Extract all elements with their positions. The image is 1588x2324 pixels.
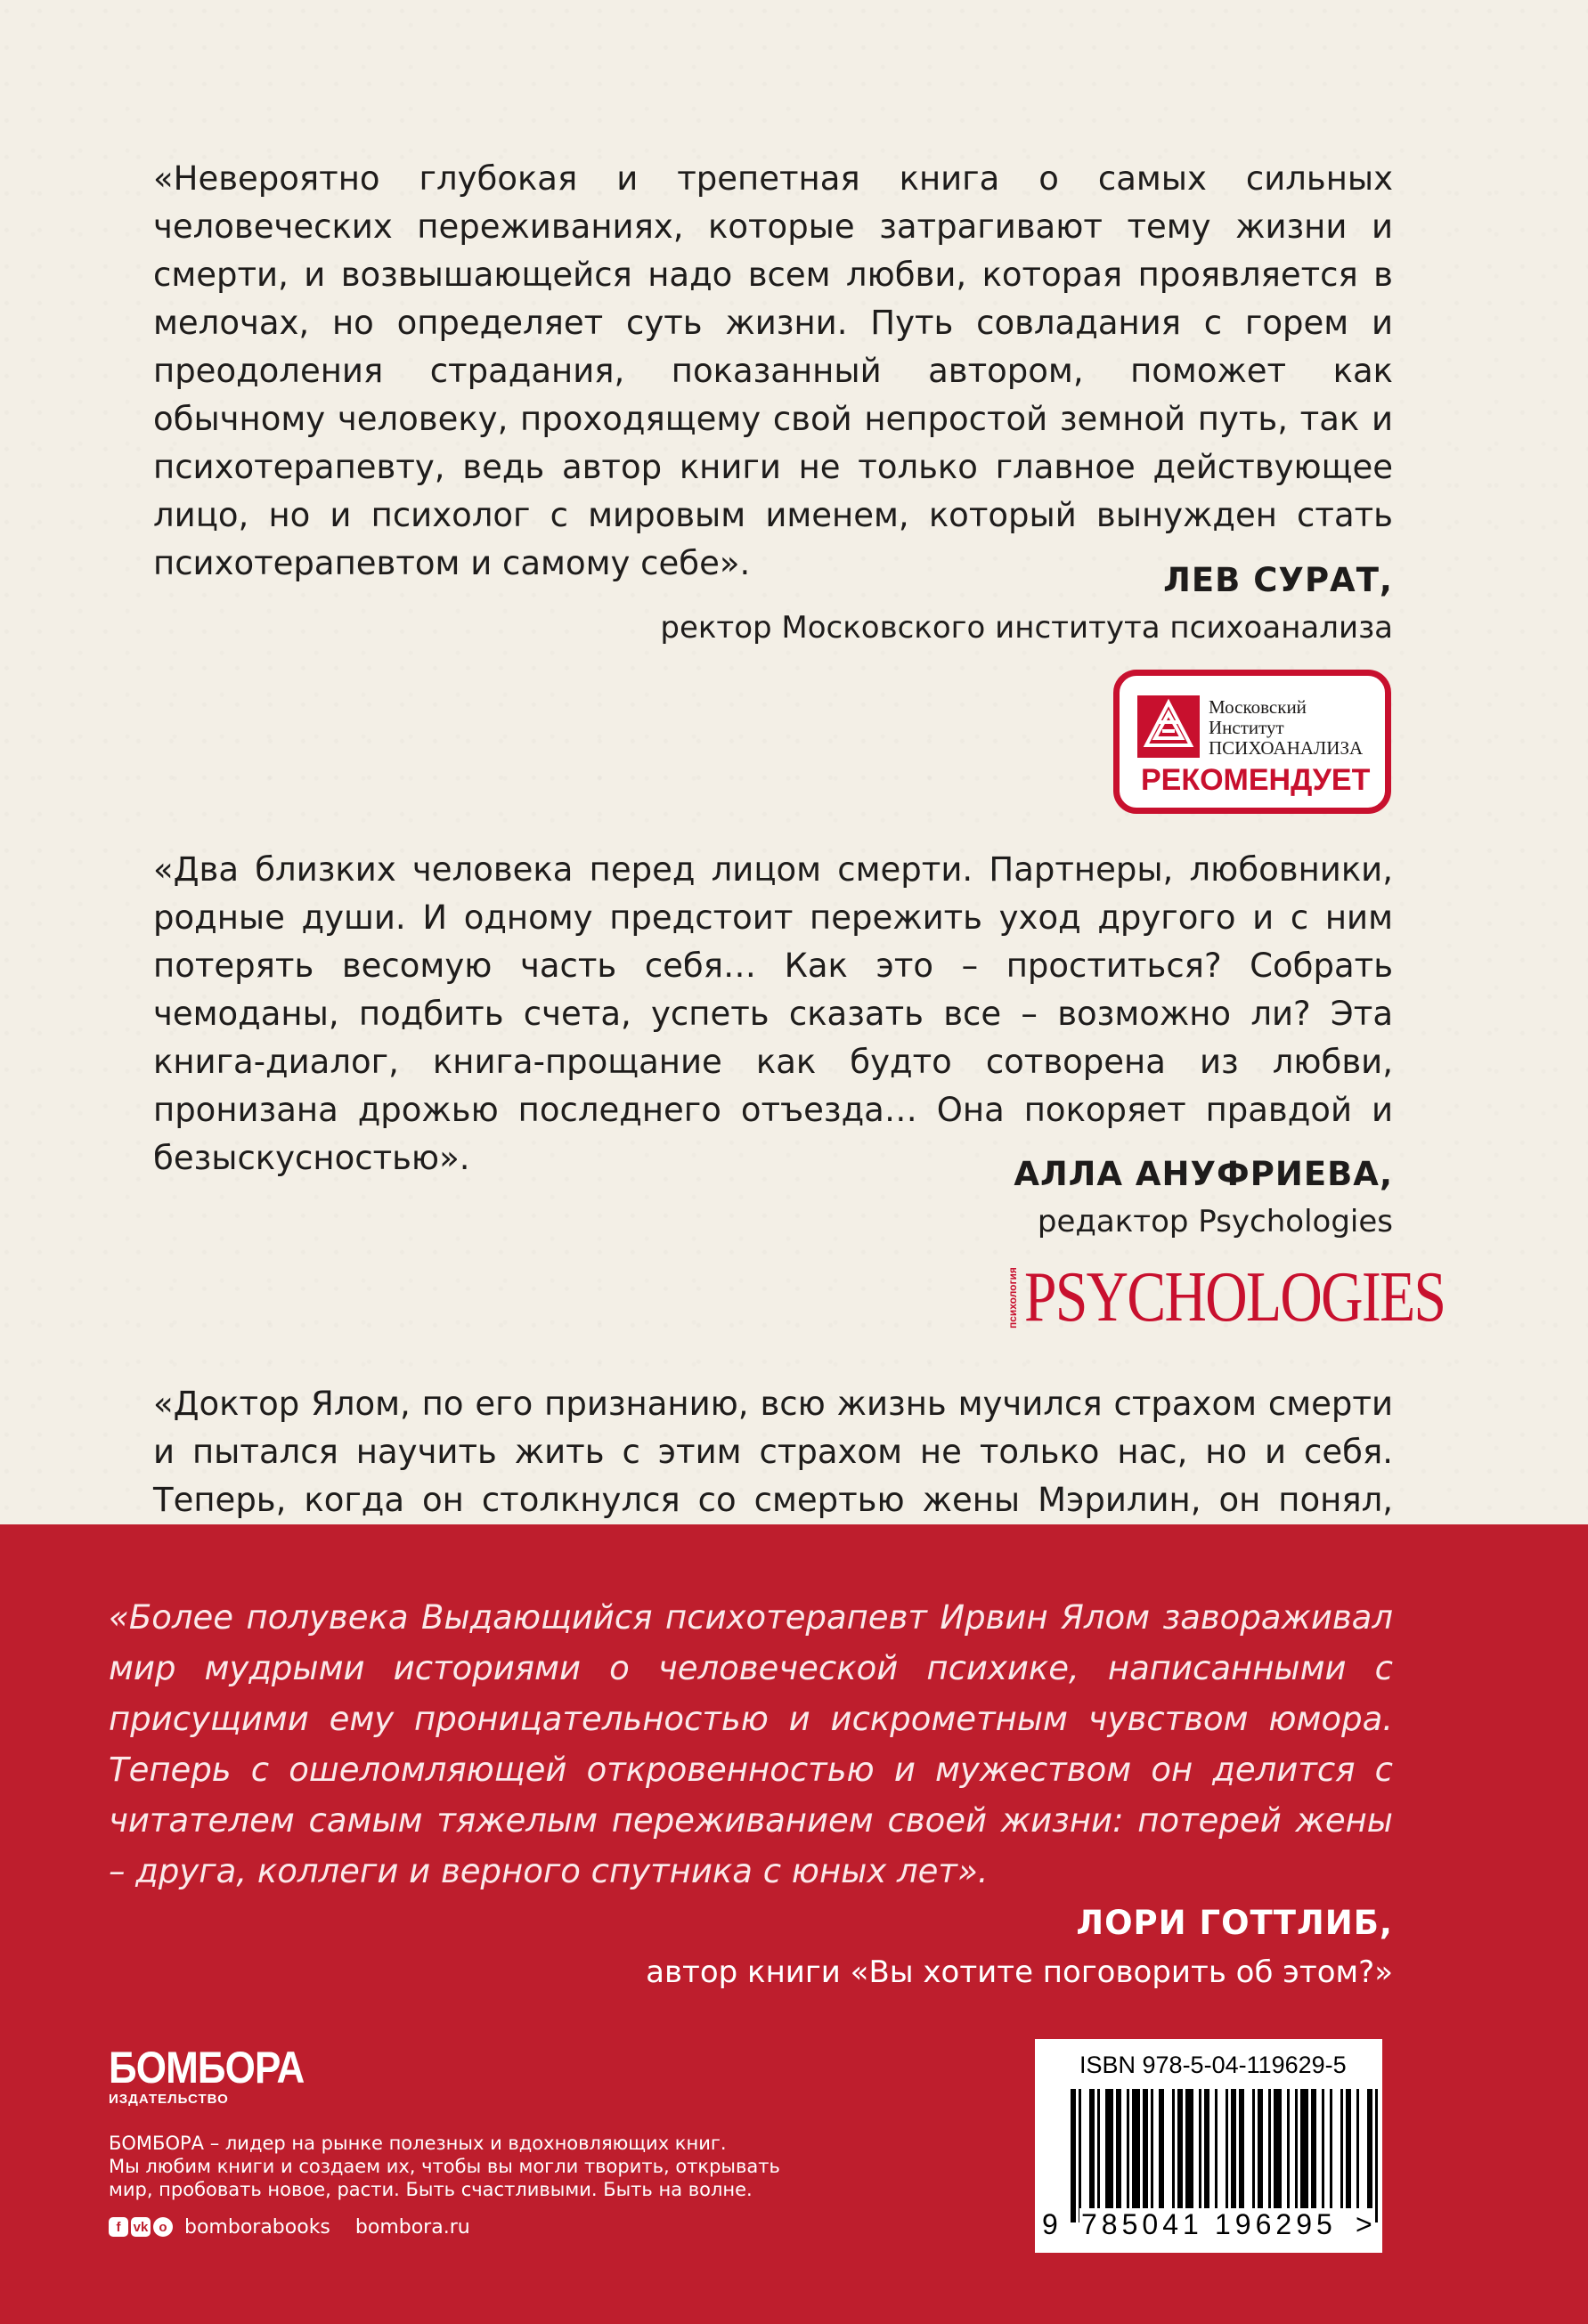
- psychologies-logo: [1006, 1258, 1445, 1337]
- author-role-surat: ректор Московского института психоанализа: [660, 610, 1393, 646]
- quote-anufrieva: «Два близких человека перед лицом смерти. Партнеры, любовники, родные души. И одному предстоит пережить уход другого и с ним потерять весомую часть себя… Как это – проститься? Собрать чемоданы, подбить счета, успеть сказать все – возможно ли? Эта книга-диалог, книга-прощание как будто сотворена из любви, пронизана дрожью последнего отъезда… Она покоряет правдой и безыскусностью».: [153, 850, 1393, 1177]
- psychologies-logo-small: психология: [1006, 1267, 1019, 1329]
- barcode-bar: [1143, 2089, 1148, 2208]
- barcode-bar: [1071, 2089, 1076, 2222]
- quote-yalom-cut: «Доктор Ялом, по его признанию, всю жизнь мучился страхом смерти и пытался научить жить с этим страхом не только нас, но и себя. Теперь, когда он столкнулся со смертью жены Мэрилин, он понял,: [153, 1385, 1393, 1519]
- mip-name: [1209, 697, 1363, 759]
- author-name-gottlieb: ЛОРИ ГОТТЛИБ,: [1076, 1904, 1393, 1942]
- barcode-bar: [1258, 2089, 1263, 2208]
- website-link[interactable]: bombora.ru: [354, 2215, 470, 2239]
- isbn-label: ISBN 978-5-04-119629-5: [1079, 2052, 1347, 2078]
- barcode-bar: [1375, 2089, 1378, 2222]
- barcode-bar: [1215, 2089, 1217, 2208]
- social-links: [109, 2215, 470, 2239]
- barcode-bar: [1356, 2089, 1359, 2208]
- barcode-bar: [1097, 2089, 1100, 2208]
- barcode-bar: [1105, 2089, 1113, 2208]
- mip-recommends-badge: [1113, 670, 1391, 814]
- barcode-bar: [1287, 2089, 1290, 2208]
- publisher-description-line: БОМБОРА – лидер на рынке полезных и вдохновляющих книг.: [109, 2133, 727, 2154]
- publisher-description-line: Мы любим книги и создаем их, чтобы вы могли творить, открывать: [109, 2156, 780, 2177]
- barcode-bar: [1199, 2089, 1201, 2208]
- barcode-digit-first: 9: [1042, 2208, 1058, 2240]
- odnoklassniki-icon[interactable]: o: [153, 2217, 173, 2237]
- author-name-surat: ЛЕВ СУРАТ,: [1163, 561, 1393, 599]
- barcode-bar: [1127, 2089, 1129, 2208]
- barcode-bar: [1151, 2089, 1153, 2208]
- barcode-bar: [1132, 2089, 1140, 2208]
- isbn-barcode: [1035, 2039, 1382, 2253]
- author-name-anufrieva: АЛЛА АНУФРИЕВА,: [1014, 1155, 1393, 1193]
- barcode-bar: [1268, 2089, 1271, 2208]
- barcode-bar: [1367, 2089, 1372, 2208]
- author-role-anufrieva: редактор Psychologies: [1037, 1204, 1393, 1239]
- barcode-bar: [1185, 2089, 1193, 2208]
- psychologies-logo-word: PSYCHOLOGIES: [1024, 1258, 1445, 1337]
- barcode-bar: [1300, 2089, 1308, 2208]
- barcode-bar: [1239, 2089, 1244, 2208]
- bombora-logo: [109, 2045, 330, 2107]
- barcode-bar: [1177, 2089, 1183, 2208]
- quote-gottlieb: «Более полувека Выдающийся психотерапевт Ирвин Ялом завораживал мир мудрыми историями о человеческой психике, написанными с присущими ему проницательностью и искрометным чувством юмора. Теперь с ошеломляющей откровенностью и мужеством он делится с читателем самым тяжелым переживанием своей жизни: потерей жены – друга, коллеги и верного спутника с юных лет».: [109, 1598, 1393, 1890]
- barcode-bar: [1089, 2089, 1095, 2208]
- barcode-bar: [1274, 2089, 1282, 2208]
- quote-surat: «Невероятно глубокая и трепетная книга о самых сильных человеческих переживаниях, которые затрагивают тему жизни и смерти, и возвышающейся надо всем любви, которая проявляется в мелочах, но определяет суть жизни. Путь совладания с горем и преодоления страдания, показанный автором, поможет как обычному человеку, проходящему свой непростой земной путь, так и психотерапевту, ведь автор книги не только главное действующее лицо, но и психолог с мировым именем, который вынужден стать психотерапевтом и самому себе».: [153, 159, 1393, 582]
- barcode-bar: [1295, 2089, 1298, 2208]
- triangle-knot-icon: [1137, 695, 1200, 758]
- barcode-bar: [1159, 2089, 1164, 2208]
- barcode-bar: [1340, 2089, 1343, 2208]
- barcode-bar: [1172, 2089, 1175, 2208]
- barcode-digits-right: 196295: [1215, 2208, 1337, 2240]
- barcode-bar: [1311, 2089, 1316, 2208]
- mip-name-line2: Институт: [1209, 717, 1284, 738]
- social-handle[interactable]: bomborabooks: [184, 2215, 330, 2239]
- barcode-digits: [1035, 2208, 1382, 2244]
- barcode-bar: [1116, 2089, 1121, 2208]
- red-band: [0, 1524, 1588, 2324]
- barcode-digit-end: >: [1356, 2208, 1372, 2240]
- facebook-icon[interactable]: f: [109, 2217, 128, 2237]
- bombora-logo-sub: ИЗДАТЕЛЬСТВО: [109, 2092, 229, 2107]
- publisher-description-line: мир, пробовать новое, расти. Быть счастливыми. Быть на волне.: [109, 2179, 753, 2200]
- publisher-description: [109, 2132, 786, 2201]
- author-role-gottlieb: автор книги «Вы хотите поговорить об этом?»: [646, 1954, 1393, 1990]
- mip-name-line1: Московский: [1209, 696, 1307, 718]
- barcode-digits-left: 785041: [1081, 2208, 1203, 2240]
- barcode-bars: [1062, 2089, 1356, 2222]
- vk-icon[interactable]: vk: [131, 2217, 151, 2237]
- barcode-bar: [1346, 2089, 1351, 2208]
- barcode-bar: [1330, 2089, 1332, 2208]
- mip-name-line3: ПСИХОАНАЛИЗА: [1209, 737, 1364, 759]
- barcode-bar: [1322, 2089, 1324, 2208]
- barcode-bar: [1226, 2089, 1228, 2222]
- barcode-bar: [1252, 2089, 1255, 2208]
- barcode-bar: [1204, 2089, 1209, 2208]
- barcode-bar: [1079, 2089, 1081, 2222]
- bombora-logo-word: БОМБОРА: [109, 2043, 305, 2092]
- barcode-bar: [1231, 2089, 1236, 2222]
- mip-recommends-text: РЕКОМЕНДУЕТ: [1141, 763, 1371, 797]
